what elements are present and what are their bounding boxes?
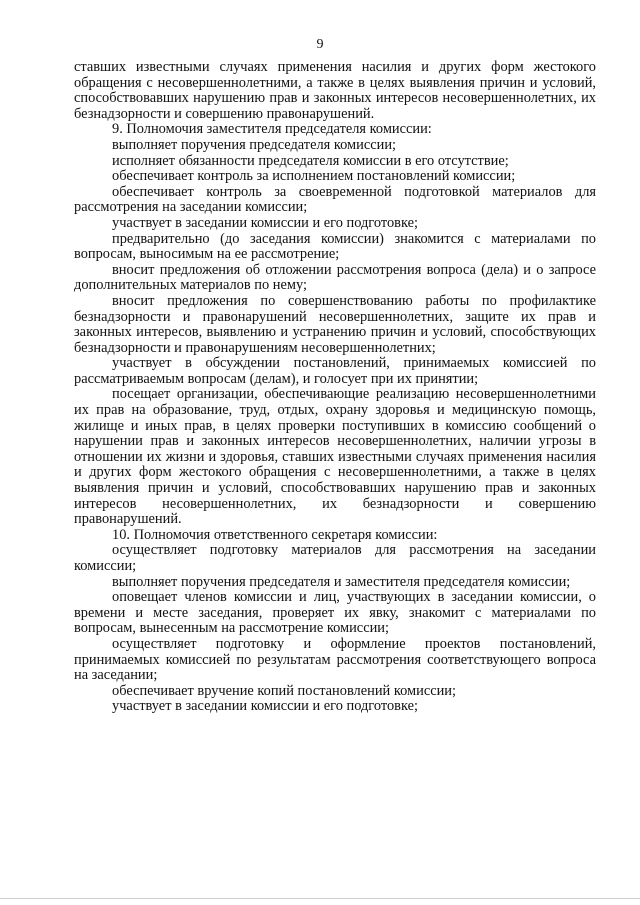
paragraph-sec-9-item-2: исполняет обязанности председателя комиссии в его отсутствие; [112, 152, 509, 169]
paragraph-sec-9-item-3: обеспечивает контроль за исполнением постановлений комиссии; [112, 168, 516, 185]
paragraph-sec-9-item-6: предварительно (до заседания комиссии) знакомится с материалами по вопросам, выносимым на ее рассмотрение; [74, 230, 596, 263]
paragraph-cont-1: ставших известными случаях применения насилия и других форм жестокого обращения с несовершеннолетними, а также в целях выявления причин и условий, способствовавших нарушению прав и законных интересов несовершеннолетних, их безнадзорности и совершению правонарушений. [74, 59, 596, 122]
paragraph-sec-9-item-9: участвует в обсуждении постановлений, принимаемых комиссией по рассматриваемым вопросам (делам), и голосует при их принятии; [74, 355, 596, 387]
paragraph-sec-9-heading: 9. Полномочия заместителя председателя комиссии: [112, 121, 432, 138]
page-number: 9 [316, 37, 324, 52]
document-body [74, 60, 596, 715]
paragraph-sec-9-item-1: выполняет поручения председателя комиссии; [112, 136, 397, 153]
paragraph-sec-10-item-6: участвует в заседании комиссии и его подготовке; [112, 698, 418, 715]
paragraph-sec-10-item-3: оповещает членов комиссии и лиц, участвующих в заседании комиссии, о времени и месте заседания, проверяет их явку, знакомит с материалами по вопросам, вынесенным на рассмотрение комиссии; [74, 589, 596, 637]
paragraph-sec-9-item-4: обеспечивает контроль за своевременной подготовкой материалов для рассмотрения на заседании комиссии; [74, 183, 596, 216]
paragraph-sec-9-item-7: вносит предложения об отложении рассмотрения вопроса (дела) и о запросе дополнительных материалов по нему; [74, 261, 596, 294]
paragraph-sec-10-item-5: обеспечивает вручение копий постановлений комиссии; [112, 682, 456, 699]
paragraph-sec-10-item-4: осуществляет подготовку и оформление проектов постановлений, принимаемых комиссией по результатам рассмотрения соответствующего вопроса на заседании; [74, 635, 596, 684]
paragraph-sec-10-item-2: выполняет поручения председателя и заместителя председателя комиссии; [112, 573, 571, 590]
scan-edge-line [0, 898, 640, 899]
paragraph-sec-9-item-5: участвует в заседании комиссии и его подготовке; [112, 214, 418, 231]
paragraph-sec-10-item-1: осуществляет подготовку материалов для рассмотрения на заседании комиссии; [74, 542, 596, 574]
paragraph-sec-9-item-8: вносит предложения по совершенствованию работы по профилактике безнадзорности и правонарушений несовершеннолетних, защите их прав и законных интересов, выявлению и устранению причин и условий, способствующих безнадзорности и правонарушениям несовершеннолетних; [74, 292, 596, 356]
paragraph-sec-9-item-10: посещает организации, обеспечивающие реализацию несовершеннолетними их прав на образование, труд, отдых, охрану здоровья и медицинскую помощь, жилище и иных прав, в целях проверки поступивших в комиссию сообщений о нарушении прав и законных интересов несовершеннолетних, наличии угрозы в отношении их жизни и здоровья, ставших известными случаях применения насилия и других форм жестокого обращения с несовершеннолетними, а также в целях выявления причин и условий, способствовавших нарушению прав и законных интересов несовершеннолетних, их безнадзорности и совершению правонарушений. [74, 386, 596, 528]
paragraph-sec-10-heading: 10. Полномочия ответственного секретаря комиссии: [112, 526, 438, 543]
